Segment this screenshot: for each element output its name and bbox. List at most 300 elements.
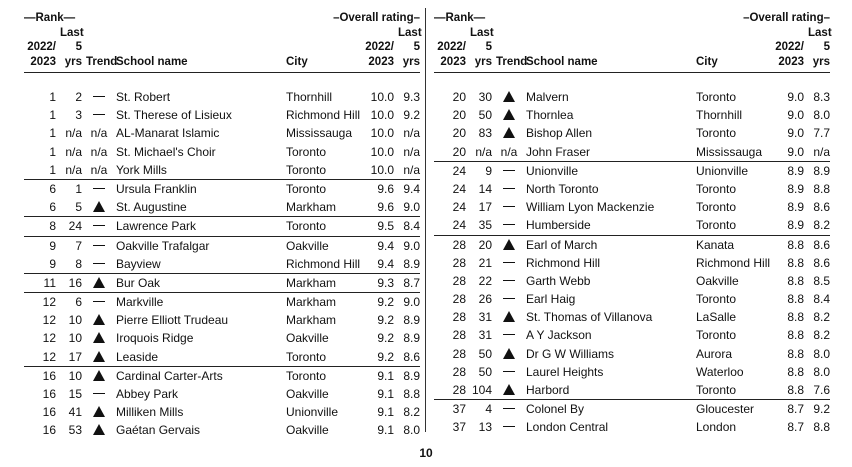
trend-cell xyxy=(496,216,522,234)
school-name-cell: A Y Jackson xyxy=(526,328,592,343)
city-cell: Mississauga xyxy=(286,126,353,141)
up-triangle-icon xyxy=(93,351,105,362)
rating-cell: 9.0 xyxy=(787,126,804,141)
trend-cell xyxy=(86,367,112,385)
col-city-label: City xyxy=(286,56,308,68)
school-name-cell: St. Therese of Lisieux xyxy=(116,108,232,123)
school-name-cell: Bur Oak xyxy=(116,275,161,290)
table-row xyxy=(24,421,420,439)
city-cell: Toronto xyxy=(286,181,327,196)
rating-last5-cell: 7.6 xyxy=(813,383,830,397)
school-name-cell: AL-Manarat Islamic xyxy=(116,126,220,141)
rank-group-label: —Rank— xyxy=(434,12,486,24)
col-rank-current-label-2: 2023 xyxy=(440,56,466,68)
table-row xyxy=(24,255,420,273)
school-name-cell: Leaside xyxy=(116,349,159,364)
trend-cell xyxy=(86,293,112,311)
rank-last5-cell: 17 xyxy=(478,200,492,215)
rank-cell: 24 xyxy=(452,181,466,196)
rank-cell: 1 xyxy=(49,126,56,141)
city-cell: Thornhill xyxy=(696,108,743,123)
rank-cell: 28 xyxy=(452,273,466,288)
rank-cell: 28 xyxy=(452,346,466,361)
rank-last5-cell: n/a xyxy=(65,144,82,159)
trend-cell xyxy=(86,348,112,366)
trend-cell: n/a xyxy=(90,162,108,177)
school-name-cell: Earl of March xyxy=(526,237,598,252)
up-triangle-icon xyxy=(503,311,515,322)
rating-last5-cell: 8.9 xyxy=(403,368,420,383)
rating-cell: 8.9 xyxy=(787,218,804,233)
rating-last5-cell: 8.3 xyxy=(813,90,830,104)
rating-cell: 9.4 xyxy=(377,238,394,253)
up-triangle-icon xyxy=(503,127,515,138)
rank-cell: 20 xyxy=(452,144,466,159)
col-rating-current-label-2: 2023 xyxy=(778,56,804,68)
rank-last5-cell: 50 xyxy=(478,346,492,361)
school-name-cell: Oakville Trafalgar xyxy=(116,238,210,253)
rating-cell: 8.7 xyxy=(787,402,804,417)
city-cell: Unionville xyxy=(286,405,339,420)
col-rank-last5-label-3: yrs xyxy=(474,56,492,68)
table-row xyxy=(24,124,420,142)
dash-icon xyxy=(93,393,105,394)
trend-cell: n/a xyxy=(500,144,518,159)
school-name-cell: Milliken Mills xyxy=(116,405,184,420)
rating-cell: 9.2 xyxy=(377,313,394,328)
dash-icon xyxy=(503,298,515,299)
trend-cell xyxy=(496,124,522,142)
table-row xyxy=(24,292,420,311)
trend-cell xyxy=(86,180,112,198)
trend-cell xyxy=(86,274,112,292)
up-triangle-icon xyxy=(503,239,515,250)
rank-cell: 20 xyxy=(452,126,466,141)
rank-last5-cell: 53 xyxy=(68,423,82,438)
rating-last5-cell: 8.2 xyxy=(403,405,420,420)
trend-cell xyxy=(86,106,112,124)
school-name-cell: St. Augustine xyxy=(116,200,187,215)
rank-last5-cell: n/a xyxy=(65,126,82,141)
rating-last5-cell: 8.4 xyxy=(403,219,420,234)
school-name-cell: London Central xyxy=(526,420,609,435)
table-row xyxy=(24,348,420,366)
col-rank-last5-label: Last xyxy=(470,27,494,39)
trend-cell xyxy=(86,237,112,255)
rank-cell: 6 xyxy=(49,181,56,196)
up-triangle-icon xyxy=(93,314,105,325)
col-city-label: City xyxy=(696,56,718,68)
table-row xyxy=(24,273,420,292)
city-cell: Thornhill xyxy=(286,90,333,104)
rating-cell: 8.8 xyxy=(787,328,804,343)
city-cell: Toronto xyxy=(696,218,737,233)
page-number: 10 xyxy=(419,446,433,460)
school-name-cell: North Toronto xyxy=(526,181,599,196)
trend-cell xyxy=(496,162,522,180)
school-name-cell: William Lyon Mackenzie xyxy=(526,200,655,215)
dash-icon xyxy=(93,225,105,226)
city-cell: Toronto xyxy=(696,200,737,215)
city-cell: Markham xyxy=(286,200,337,215)
header-rule xyxy=(24,72,420,73)
rank-cell: 6 xyxy=(49,200,56,215)
dash-icon xyxy=(503,188,515,189)
table-row xyxy=(434,363,830,381)
col-rating-last5-label: Last xyxy=(808,27,832,39)
rank-cell: 1 xyxy=(49,90,56,104)
rank-last5-cell: 3 xyxy=(75,108,82,123)
column-divider xyxy=(425,8,426,432)
city-cell: Markham xyxy=(286,313,337,328)
rating-cell: 9.0 xyxy=(787,108,804,123)
trend-cell xyxy=(496,418,522,436)
up-triangle-icon xyxy=(93,277,105,288)
rating-last5-cell: 8.7 xyxy=(403,275,420,290)
rating-last5-cell: 9.2 xyxy=(813,402,830,417)
rank-cell: 20 xyxy=(452,108,466,123)
col-rank-current-label: 2022/ xyxy=(27,41,56,53)
rating-cell: 9.3 xyxy=(377,275,394,290)
city-cell: Richmond Hill xyxy=(286,256,361,271)
rank-last5-cell: 5 xyxy=(75,200,82,215)
rating-cell: 8.8 xyxy=(787,383,804,397)
rating-last5-cell: 8.2 xyxy=(813,328,830,343)
rating-cell: 9.5 xyxy=(377,219,394,234)
col-rank-current-label-2: 2023 xyxy=(30,56,56,68)
school-name-cell: John Fraser xyxy=(526,144,591,159)
trend-cell xyxy=(86,403,112,421)
rating-cell: 8.8 xyxy=(787,310,804,325)
trend-cell xyxy=(496,180,522,198)
school-name-cell: Bishop Allen xyxy=(526,126,593,141)
rating-cell: 9.6 xyxy=(377,200,394,215)
rating-last5-cell: 8.9 xyxy=(403,313,420,328)
rating-cell: 8.7 xyxy=(787,420,804,435)
table-row xyxy=(434,345,830,363)
rating-last5-cell: 8.0 xyxy=(813,108,830,123)
rating-cell: 8.8 xyxy=(787,237,804,252)
dash-icon xyxy=(503,224,515,225)
rank-last5-cell: 8 xyxy=(75,256,82,271)
rank-cell: 9 xyxy=(49,238,56,253)
trend-cell xyxy=(496,198,522,216)
rating-last5-cell: n/a xyxy=(813,144,830,159)
trend-cell xyxy=(86,198,112,216)
table-header xyxy=(24,6,420,76)
table-row xyxy=(24,106,420,124)
rank-cell: 16 xyxy=(42,405,56,420)
rank-last5-cell: 21 xyxy=(478,255,492,270)
school-name-cell: Laurel Heights xyxy=(526,364,604,379)
city-cell: Markham xyxy=(286,275,337,290)
table-row xyxy=(434,161,830,180)
up-triangle-icon xyxy=(93,201,105,212)
rating-last5-cell: 8.9 xyxy=(813,163,830,178)
rating-last5-cell: 7.7 xyxy=(813,126,830,141)
dash-icon xyxy=(503,170,515,171)
table-row xyxy=(434,381,830,399)
table-right xyxy=(434,6,832,435)
col-rating-last5-label-2: 5 xyxy=(823,41,830,53)
rank-last5-cell: n/a xyxy=(65,162,82,177)
trend-cell xyxy=(496,345,522,363)
rank-cell: 12 xyxy=(42,349,56,364)
trend-cell xyxy=(496,272,522,290)
table-row xyxy=(24,143,420,161)
rating-cell: 9.2 xyxy=(377,295,394,310)
rating-last5-cell: n/a xyxy=(403,144,420,159)
trend-cell xyxy=(496,400,522,418)
school-name-cell: Malvern xyxy=(526,90,569,104)
table-row xyxy=(434,326,830,344)
rank-last5-cell: 2 xyxy=(75,90,82,104)
school-name-cell: Harbord xyxy=(526,383,570,397)
school-name-cell: Lawrence Park xyxy=(116,219,197,234)
city-cell: Aurora xyxy=(696,346,733,361)
rank-last5-cell: 10 xyxy=(68,313,82,328)
col-rating-last5-label-2: 5 xyxy=(413,41,420,53)
table-row xyxy=(434,198,830,216)
table-row xyxy=(24,88,420,106)
dash-icon xyxy=(93,263,105,264)
rating-last5-cell: 8.8 xyxy=(813,181,830,196)
city-cell: Toronto xyxy=(286,349,327,364)
rank-cell: 12 xyxy=(42,313,56,328)
school-name-cell: Unionville xyxy=(526,163,579,178)
city-cell: Toronto xyxy=(696,383,737,397)
rating-cell: 8.8 xyxy=(787,255,804,270)
city-cell: Toronto xyxy=(286,219,327,234)
trend-cell xyxy=(86,329,112,347)
up-triangle-icon xyxy=(503,384,515,395)
rating-cell: 8.9 xyxy=(787,200,804,215)
school-name-cell: Richmond Hill xyxy=(526,255,601,270)
rating-cell: 10.0 xyxy=(370,126,394,141)
rating-last5-cell: 9.0 xyxy=(403,238,420,253)
rank-last5-cell: 17 xyxy=(68,349,82,364)
rating-cell: 9.1 xyxy=(377,368,394,383)
rank-last5-cell: 1 xyxy=(75,181,82,196)
trend-cell xyxy=(496,236,522,254)
rating-cell: 9.1 xyxy=(377,423,394,438)
rank-last5-cell: 22 xyxy=(478,273,492,288)
dash-icon xyxy=(93,301,105,302)
city-cell: Toronto xyxy=(696,328,737,343)
rank-last5-cell: 4 xyxy=(485,402,492,417)
rating-last5-cell: 8.6 xyxy=(813,255,830,270)
table-row xyxy=(24,198,420,216)
rating-group-label: –Overall rating– xyxy=(333,12,420,24)
rating-cell: 9.2 xyxy=(377,331,394,346)
school-name-cell: Earl Haig xyxy=(526,292,576,307)
table-row xyxy=(434,254,830,272)
rating-last5-cell: n/a xyxy=(403,126,420,141)
col-rating-last5-label: Last xyxy=(398,27,422,39)
table-row xyxy=(434,399,830,418)
trend-cell: n/a xyxy=(90,144,108,159)
up-triangle-icon xyxy=(503,91,515,102)
rating-cell: 10.0 xyxy=(370,144,394,159)
dash-icon xyxy=(93,188,105,189)
rank-last5-cell: 26 xyxy=(478,292,492,307)
rating-last5-cell: 8.2 xyxy=(813,310,830,325)
table-body xyxy=(434,88,830,437)
trend-cell xyxy=(496,254,522,272)
rating-last5-cell: 8.2 xyxy=(813,218,830,233)
dash-icon xyxy=(503,334,515,335)
city-cell: LaSalle xyxy=(696,310,737,325)
rank-cell: 28 xyxy=(452,310,466,325)
trend-cell xyxy=(86,311,112,329)
dash-icon xyxy=(503,206,515,207)
city-cell: Toronto xyxy=(696,292,737,307)
rating-last5-cell: 8.8 xyxy=(403,387,420,401)
table-header xyxy=(434,6,830,76)
col-trend-label: Trend xyxy=(496,56,528,68)
rank-last5-cell: 35 xyxy=(478,218,492,233)
table-row xyxy=(24,385,420,403)
table-row xyxy=(434,143,830,161)
rating-cell: 8.8 xyxy=(787,273,804,288)
rating-cell: 10.0 xyxy=(370,162,394,177)
col-rating-last5-label-3: yrs xyxy=(812,56,830,68)
rank-cell: 20 xyxy=(452,90,466,104)
rank-cell: 9 xyxy=(49,256,56,271)
rating-last5-cell: 9.2 xyxy=(403,108,420,123)
table-row xyxy=(24,311,420,329)
city-cell: Oakville xyxy=(696,273,739,288)
city-cell: Gloucester xyxy=(696,402,755,417)
trend-cell xyxy=(496,381,522,399)
col-school-label: School name xyxy=(526,56,598,68)
rank-last5-cell: n/a xyxy=(475,144,492,159)
trend-cell xyxy=(86,421,112,439)
table-row xyxy=(24,403,420,421)
rank-last5-cell: 7 xyxy=(75,238,82,253)
table-row xyxy=(24,161,420,179)
rating-last5-cell: 9.4 xyxy=(403,181,420,196)
rank-cell: 37 xyxy=(452,420,466,435)
rank-cell: 1 xyxy=(49,162,56,177)
trend-cell xyxy=(496,308,522,326)
table-row xyxy=(24,329,420,347)
rating-cell: 9.1 xyxy=(377,405,394,420)
rating-last5-cell: 8.0 xyxy=(403,423,420,438)
dash-icon xyxy=(503,280,515,281)
rating-last5-cell: 8.6 xyxy=(403,349,420,364)
col-rating-current-label-2: 2023 xyxy=(368,56,394,68)
rating-last5-cell: 9.0 xyxy=(403,200,420,215)
rating-last5-cell: 8.6 xyxy=(813,237,830,252)
rating-group-label: –Overall rating– xyxy=(743,12,830,24)
up-triangle-icon xyxy=(503,348,515,359)
col-rating-current-label: 2022/ xyxy=(365,41,394,53)
rank-cell: 28 xyxy=(452,292,466,307)
city-cell: Kanata xyxy=(696,237,735,252)
col-trend-label: Trend xyxy=(86,56,118,68)
trend-cell xyxy=(496,88,522,106)
table-row xyxy=(434,418,830,436)
city-cell: Toronto xyxy=(696,90,737,104)
dash-icon xyxy=(503,262,515,263)
school-name-cell: St. Robert xyxy=(116,90,171,104)
trend-cell xyxy=(86,88,112,106)
table-row xyxy=(434,216,830,234)
table-row xyxy=(434,272,830,290)
header-rule xyxy=(434,72,830,73)
rank-last5-cell: 20 xyxy=(478,237,492,252)
rating-last5-cell: 8.5 xyxy=(813,273,830,288)
city-cell: Toronto xyxy=(696,181,737,196)
city-cell: Oakville xyxy=(286,387,329,401)
up-triangle-icon xyxy=(93,406,105,417)
school-name-cell: St. Michael's Choir xyxy=(116,144,216,159)
rating-cell: 8.9 xyxy=(787,163,804,178)
rank-cell: 28 xyxy=(452,364,466,379)
rating-last5-cell: 8.4 xyxy=(813,292,830,307)
up-triangle-icon xyxy=(93,424,105,435)
rank-cell: 12 xyxy=(42,295,56,310)
table-row xyxy=(434,308,830,326)
dash-icon xyxy=(503,408,515,409)
rank-cell: 28 xyxy=(452,255,466,270)
rank-cell: 28 xyxy=(452,237,466,252)
rating-last5-cell: n/a xyxy=(403,162,420,177)
dash-icon xyxy=(503,371,515,372)
trend-cell xyxy=(86,217,112,235)
school-name-cell: St. Thomas of Villanova xyxy=(526,310,653,325)
table-left xyxy=(24,6,422,438)
col-school-label: School name xyxy=(116,56,188,68)
rank-cell: 8 xyxy=(49,219,56,234)
up-triangle-icon xyxy=(503,109,515,120)
table-body xyxy=(24,88,420,440)
rating-cell: 9.0 xyxy=(787,144,804,159)
rank-last5-cell: 9 xyxy=(485,163,492,178)
rank-cell: 28 xyxy=(452,328,466,343)
col-rank-current-label: 2022/ xyxy=(437,41,466,53)
rating-cell: 10.0 xyxy=(370,108,394,123)
rank-cell: 1 xyxy=(49,144,56,159)
city-cell: Markham xyxy=(286,295,337,310)
rank-cell: 28 xyxy=(452,383,466,397)
city-cell: London xyxy=(696,420,737,435)
rank-cell: 16 xyxy=(42,368,56,383)
rank-last5-cell: 41 xyxy=(68,405,82,420)
table-row xyxy=(434,290,830,308)
city-cell: Waterloo xyxy=(696,364,744,379)
rank-cell: 24 xyxy=(452,163,466,178)
trend-cell xyxy=(496,106,522,124)
table-row xyxy=(434,235,830,254)
rating-last5-cell: 8.6 xyxy=(813,200,830,215)
school-name-cell: Colonel By xyxy=(526,402,585,417)
rating-cell: 8.9 xyxy=(787,181,804,196)
rank-last5-cell: 24 xyxy=(68,219,82,234)
rating-last5-cell: 9.0 xyxy=(403,295,420,310)
up-triangle-icon xyxy=(93,370,105,381)
trend-cell xyxy=(86,255,112,273)
rank-last5-cell: 10 xyxy=(68,368,82,383)
table-row xyxy=(24,236,420,255)
school-name-cell: Iroquois Ridge xyxy=(116,331,194,346)
rating-last5-cell: 9.3 xyxy=(403,90,420,104)
rating-cell: 8.8 xyxy=(787,292,804,307)
table-row xyxy=(434,180,830,198)
rating-cell: 9.4 xyxy=(377,256,394,271)
rating-cell: 9.0 xyxy=(787,90,804,104)
